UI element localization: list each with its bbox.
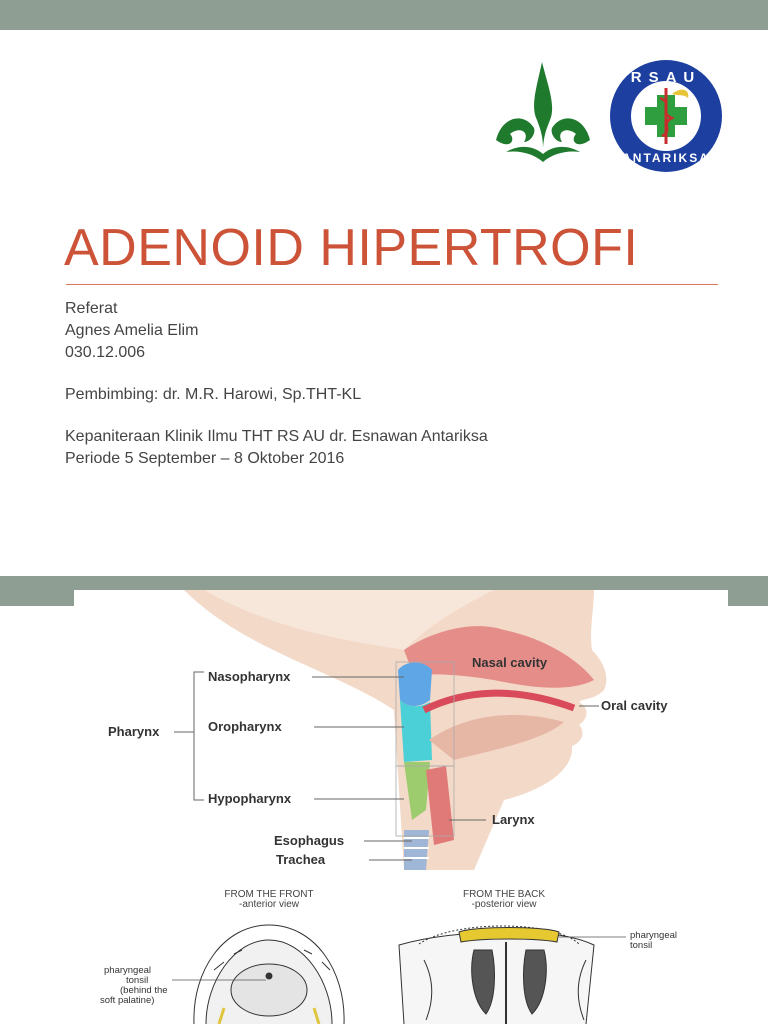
back-view-subtitle: -posterior view: [471, 899, 537, 910]
presentation-info: [65, 298, 488, 470]
label-larynx: Larynx: [492, 812, 535, 827]
anatomy-slide: [74, 590, 728, 1024]
top-bar: [0, 0, 768, 30]
label-trachea: Trachea: [276, 852, 326, 867]
back-view-label: pharyngeal: [630, 930, 678, 941]
rsau-logo-top-text: RSAU: [630, 69, 702, 86]
front-view-title: FROM THE FRONT: [224, 889, 314, 900]
front-view-subtitle: -anterior view: [238, 899, 300, 910]
front-view-illustration: [194, 925, 344, 1024]
label-nasal-cavity: Nasal cavity: [472, 655, 548, 670]
info-line: 030.12.006: [65, 344, 146, 361]
back-view-title: FROM THE BACK: [462, 889, 546, 900]
info-line: Referat: [65, 300, 118, 317]
info-line: Pembimbing: dr. M.R. Harowi, Sp.THT-KL: [65, 386, 362, 403]
slide-title: ADENOID HIPERTROFI: [64, 219, 639, 277]
pharynx-diagram: [74, 590, 728, 1024]
info-line: Kepaniteraan Klinik Ilmu THT RS AU dr. Esnawan Antariksa: [65, 428, 488, 445]
university-logo-icon: [496, 62, 590, 162]
info-line: Periode 5 September – 8 Oktober 2016: [65, 450, 345, 467]
label-esophagus: Esophagus: [274, 833, 345, 848]
front-view-label: tonsil: [126, 975, 149, 986]
back-view-illustration: [399, 926, 594, 1024]
back-view-label: tonsil: [630, 940, 653, 951]
front-view-label: soft palatine): [100, 995, 155, 1006]
front-view-label: (behind the: [120, 985, 168, 996]
label-oropharynx: Oropharynx: [208, 719, 282, 734]
front-view-label: pharyngeal: [104, 965, 152, 976]
rsau-logo-icon: [610, 60, 722, 172]
label-nasopharynx: Nasopharynx: [208, 669, 291, 684]
label-hypopharynx: Hypopharynx: [208, 791, 292, 806]
logos: [490, 58, 730, 178]
rsau-logo-bottom-text: ANTARIKSA: [622, 151, 710, 165]
title-slide: [0, 30, 768, 575]
info-line: Agnes Amelia Elim: [65, 322, 199, 339]
label-oral-cavity: Oral cavity: [601, 698, 668, 713]
label-pharynx: Pharynx: [108, 724, 160, 739]
title-divider: [66, 284, 718, 285]
